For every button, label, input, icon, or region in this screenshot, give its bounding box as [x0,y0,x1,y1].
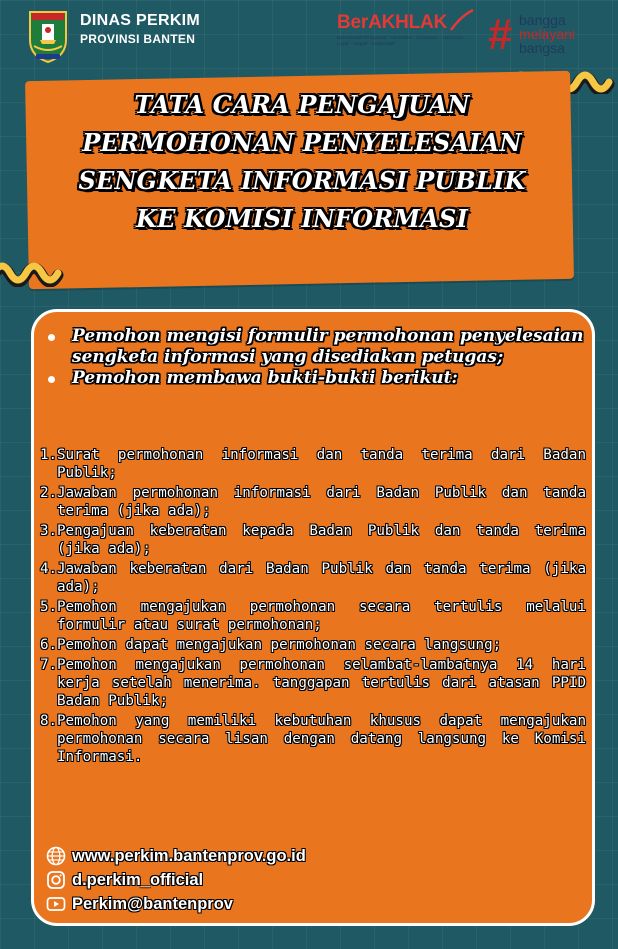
berakhlak-swoosh-icon [449,8,475,34]
step-text: Jawaban permohonan informasi dari Badan Publik dan tanda terima (jika ada); [57,485,586,519]
title-line1: TATA CARA PENGAJUAN [134,90,470,119]
berakhlak-title: BerAKHLAK [337,12,448,33]
step-text: Pemohon mengajukan permohonan selambat-lambatnya 14 hari kerja setelah menerima. tanggapan tertulis dari atasan PPID Badan Publik; [57,657,586,709]
berakhlak-tagline: Berorientasi Pelayanan · Akuntabel · Kompeten · Harmonis · Loyal · Adaptif · Kolaboratif [337,36,466,47]
org-name-line1: DINAS PERKIM [80,12,201,29]
step-item [40,560,586,596]
instagram-link[interactable] [46,868,386,892]
website-link[interactable] [46,844,386,868]
step-number: 5. [40,599,58,615]
youtube-link[interactable] [46,892,386,916]
bangsa-word: bangsa [519,40,565,56]
page-title [32,86,572,238]
bullet-item [48,326,588,368]
bangga-melayani-bangsa-logo [488,10,613,62]
step-number: 8. [40,713,58,729]
bullet-list [48,326,588,389]
step-text: Pengajuan keberatan kepada Badan Publik dan tanda terima (jika ada); [57,523,586,557]
bangga-word: bangga [519,12,566,28]
step-item [40,598,586,634]
title-line3: SENGKETA INFORMASI PUBLIK [78,166,526,195]
bullet-dot-icon [48,334,55,341]
hashtag-icon: # [488,10,513,59]
squiggle-decoration-left-icon [0,255,70,287]
step-text: Pemohon mengajukan permohonan secara tertulis melalui formulir atau surat permohonan; [57,599,586,633]
bullet-text: Pemohon membawa bukti-bukti berikut: [72,368,458,388]
step-text: Pemohon dapat mengajukan permohonan secara langsung; [57,637,502,653]
step-text: Surat permohonan informasi dan tanda terima dari Badan Publik; [57,447,586,481]
step-text: Jawaban keberatan dari Badan Publik dan tanda terima (jika ada); [57,561,586,595]
step-number: 4. [40,561,58,577]
instagram-text: d.perkim_official [72,870,204,889]
title-line2: PERMOHONAN PENYELESAIAN [82,128,522,157]
step-number: 6. [40,637,58,653]
step-number: 3. [40,523,58,539]
melayani-word: melayani [519,26,576,42]
header [0,0,618,70]
berakhlak-logo [337,12,477,62]
step-item [40,656,586,710]
globe-icon [46,846,66,866]
step-number: 2. [40,485,58,501]
step-item [40,446,586,482]
banten-emblem-icon [26,10,70,64]
bullet-text: Pemohon mengisi formulir permohonan penyelesaian sengketa informasi yang disediakan petugas; [72,326,584,367]
org-name [80,12,200,46]
step-item [40,712,586,766]
title-line4: KE KOMISI INFORMASI [136,204,468,233]
youtube-icon [46,894,66,914]
bullet-dot-icon [48,376,55,383]
step-number: 7. [40,657,58,673]
instagram-icon [46,870,66,890]
contacts [46,844,386,916]
step-item [40,636,586,654]
bullet-item [48,368,588,389]
website-text: www.perkim.bantenprov.go.id [72,846,306,865]
youtube-text: Perkim@bantenprov [72,894,233,913]
org-name-line2: PROVINSI BANTEN [80,32,196,46]
steps-list [40,446,586,766]
step-item [40,522,586,558]
step-number: 1. [40,447,58,463]
step-item [40,484,586,520]
step-text: Pemohon yang memiliki kebutuhan khusus dapat mengajukan permohonan secara lisan dengan datang langsung ke Komisi Informasi. [57,713,586,765]
